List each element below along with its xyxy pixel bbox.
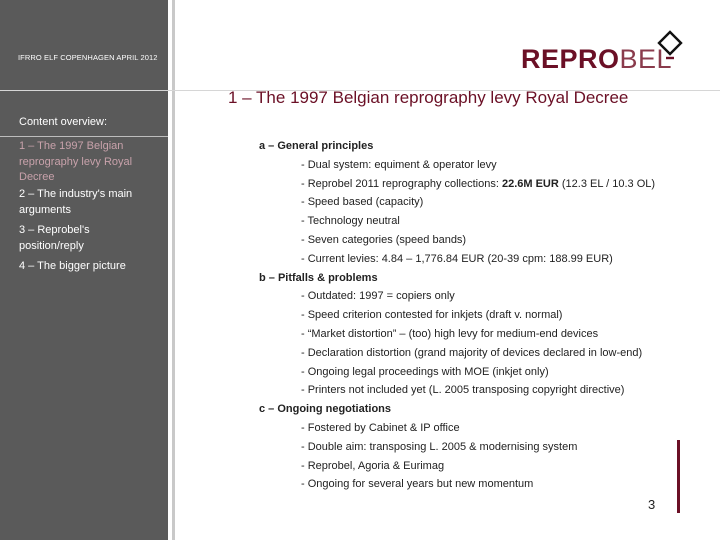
section-heading-general-principles: a – General principles: [259, 140, 374, 152]
list-item-collections: [259, 175, 699, 194]
list-item: - Speed based (capacity): [301, 196, 424, 209]
list-item: - Double aim: transposing L. 2005 & modernising system: [301, 440, 578, 453]
overview-item-3[interactable]: 3 – Reprobel's position/reply: [19, 224, 90, 252]
overview-item-1[interactable]: 1 – The 1997 Belgian reprography levy Royal Decree: [19, 140, 133, 183]
logo-text-strong: REPRO: [521, 44, 620, 74]
diamond-logo-icon: [656, 30, 684, 60]
list-item: - Reprobel, Agoria & Eurimag: [301, 459, 445, 472]
list-item: - Ongoing for several years but new momentum: [301, 478, 534, 491]
page-number: 3: [648, 497, 656, 512]
collections-text: - Reprobel 2011 reprography collections:: [301, 177, 502, 190]
bottom-accent-bar: [677, 440, 680, 513]
overview-divider: [0, 136, 168, 137]
list-item: - Speed criterion contested for inkjets (draft v. normal): [301, 309, 563, 322]
conference-label: IFRRO ELF COPENHAGEN APRIL 2012: [18, 53, 158, 62]
slide-title: 1 – The 1997 Belgian reprography levy Royal Decree: [228, 88, 629, 107]
list-item: - Printers not included yet (L. 2005 transposing copyright directive): [301, 384, 625, 397]
list-item: - Seven categories (speed bands): [301, 233, 467, 246]
logo-text-light: BEL: [619, 44, 673, 74]
list-item: - Current levies: 4.84 – 1,776.84 EUR (20-39 cpm: 188.99 EUR): [301, 252, 613, 265]
list-item: - Technology neutral: [301, 215, 400, 228]
collections-amount: 22.6M EUR: [501, 177, 559, 190]
overview-item-4[interactable]: 4 – The bigger picture: [19, 260, 126, 272]
logo-wordmark: [521, 44, 672, 75]
section-heading-pitfalls: b – Pitfalls & problems: [259, 271, 378, 284]
list-item: - Dual system: equiment & operator levy: [301, 158, 497, 171]
section-heading-negotiations: c – Ongoing negotiations: [259, 403, 391, 416]
collections-breakdown: (12.3 EL / 10.3 OL): [558, 177, 656, 190]
list-item: - Outdated: 1997 = copiers only: [301, 290, 455, 303]
list-item: - Fostered by Cabinet & IP office: [301, 421, 460, 434]
sidebar-accent-bar: [172, 0, 175, 540]
reprobel-logo: [521, 30, 691, 74]
overview-title: Content overview:: [19, 116, 108, 128]
list-item: - Ongoing legal proceedings with MOE (inkjet only): [301, 365, 549, 378]
list-item: - Declaration distortion (grand majority of devices declared in low-end): [301, 346, 643, 359]
overview-item-2[interactable]: 2 – The industry's main arguments: [19, 188, 133, 216]
list-item: - “Market distortion” – (too) high levy for medium-end devices: [301, 327, 599, 340]
slide-content: [259, 137, 699, 494]
